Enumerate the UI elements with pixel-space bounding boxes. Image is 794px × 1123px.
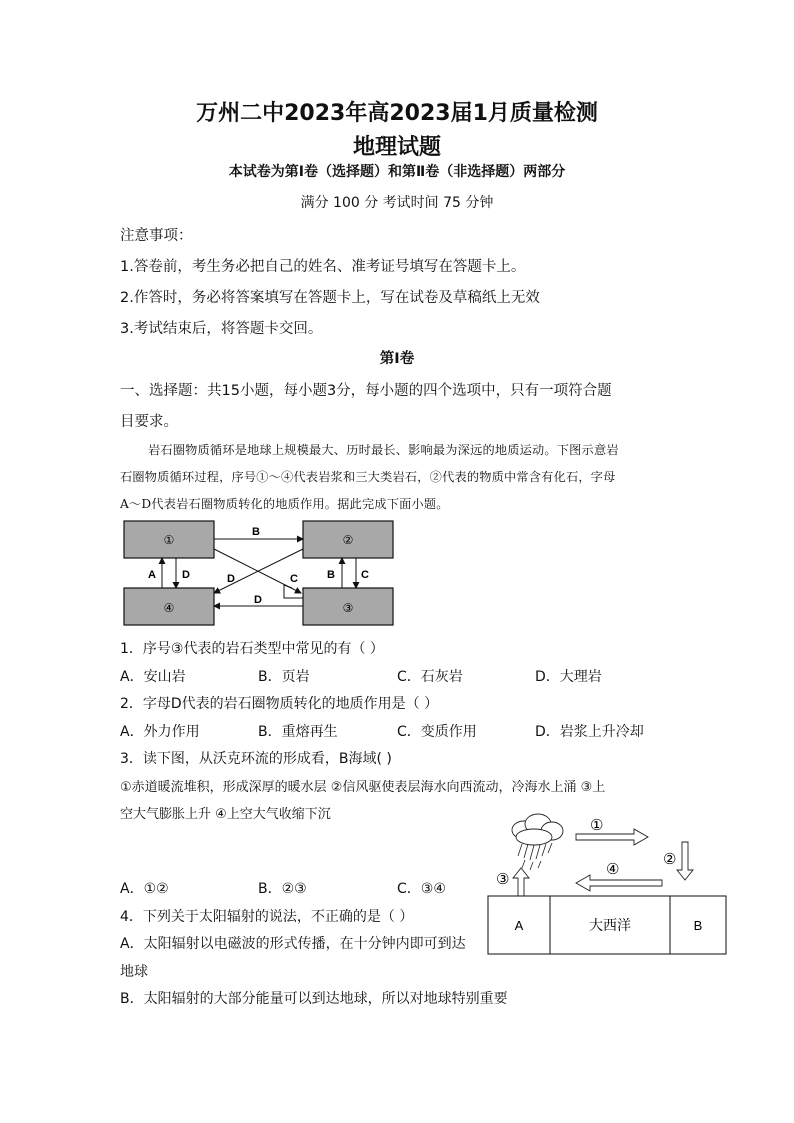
q3-option-c: C．③④ xyxy=(397,881,446,897)
walker-label-4: ④ xyxy=(606,861,620,878)
arrow-2-down xyxy=(677,842,693,880)
box-1-label: ① xyxy=(163,533,175,547)
q1-option-b: B．页岩 xyxy=(258,669,310,685)
walker-circulation-diagram xyxy=(486,812,728,958)
rock-cycle-diagram xyxy=(118,516,402,630)
label-b-top: B xyxy=(252,526,260,538)
question-4-stem: 4．下列关于太阳辐射的说法，不正确的是（ ） xyxy=(120,909,414,925)
q3-statements-line: ①赤道暖流堆积，形成深厚的暖水层 ②信风驱使表层海水向西流动，冷海水上涌 ③上 xyxy=(120,780,606,795)
question-3-stem: 3．读下图，从沃克环流的形成看，B海域( ) xyxy=(120,751,392,767)
section-label: 第Ⅰ卷 xyxy=(379,351,415,367)
q1-option-d: D．大理岩 xyxy=(535,669,602,685)
note-item: 3.考试结束后，将答题卡交回。 xyxy=(120,321,323,337)
box-2-label: ② xyxy=(342,533,354,547)
q1-option-c: C．石灰岩 xyxy=(397,669,463,685)
question-1-stem: 1．序号③代表的岩石类型中常见的有（ ） xyxy=(120,641,384,657)
label-d-cross: D xyxy=(227,573,235,585)
label-a-left: A xyxy=(148,569,156,581)
walker-label-2: ② xyxy=(663,851,677,868)
score-time: 满分 100 分 考试时间 75 分钟 xyxy=(300,195,494,211)
q2-option-b: B．重熔再生 xyxy=(258,724,338,740)
q3-option-a: A．①② xyxy=(120,881,169,897)
question-2-stem: 2．字母D代表的岩石圈物质转化的地质作用是（ ） xyxy=(120,696,439,712)
label-d-bottom: D xyxy=(254,594,262,606)
q2-option-a: A．外力作用 xyxy=(120,724,200,740)
cell-b: B xyxy=(693,918,703,933)
q3-statements-line: 空大气膨胀上升 ④上空大气收缩下沉 xyxy=(120,807,331,822)
rain-lines xyxy=(518,843,552,870)
q2-option-d: D．岩浆上升冷却 xyxy=(535,724,644,740)
label-d-left: D xyxy=(182,569,190,581)
exam-structure: 本试卷为第Ⅰ卷（选择题）和第Ⅱ卷（非选择题）两部分 xyxy=(228,164,566,180)
arrow-3-up xyxy=(513,868,529,896)
q3-option-b: B．②③ xyxy=(258,881,307,897)
section-heading: 一、选择题：共15小题，每小题3分，每小题的四个选项中，只有一项符合题 xyxy=(120,383,612,399)
note-item: 1.答卷前，考生务必把自己的姓名、准考证号填写在答题卡上。 xyxy=(120,259,526,275)
cloud-rain-icon xyxy=(512,814,563,845)
section-heading-cont: 目要求。 xyxy=(120,414,178,430)
q2-option-c: C．变质作用 xyxy=(397,724,477,740)
arrow-c-loop xyxy=(284,585,303,598)
walker-label-3: ③ xyxy=(496,871,510,888)
box-3-label: ③ xyxy=(342,601,354,615)
passage-line: A～D代表岩石圈物质转化的地质作用。据此完成下面小题。 xyxy=(120,497,449,511)
note-item: 2.作答时，务必将答案填写在答题卡上，写在试卷及草稿纸上无效 xyxy=(120,290,540,306)
passage-line: 岩石圈物质循环是地球上规模最大、历时最长、影响最为深远的地质运动。下图示意岩 xyxy=(148,443,619,457)
cell-a: A xyxy=(514,918,524,933)
label-b-right: B xyxy=(327,569,335,581)
cell-atlantic: 大西洋 xyxy=(589,917,631,933)
notes-heading: 注意事项： xyxy=(120,228,193,244)
q4-option-a: A．太阳辐射以电磁波的形式传播，在十分钟内即可到达 xyxy=(120,936,466,952)
arrow-1-right xyxy=(576,829,648,845)
label-c-cross: C xyxy=(290,573,298,585)
exam-title: 万州二中2023年高2023届1月质量检测 xyxy=(196,101,598,126)
q4-option-a-cont: 地球 xyxy=(120,964,148,980)
q4-option-b: B．太阳辐射的大部分能量可以到达地球，所以对地球特别重要 xyxy=(120,991,508,1007)
box-4-label: ④ xyxy=(163,601,175,615)
q1-option-a: A．安山岩 xyxy=(120,669,186,685)
walker-label-1: ① xyxy=(590,817,604,834)
exam-subject: 地理试题 xyxy=(352,135,441,160)
passage-line: 石圈物质循环过程，序号①～④代表岩浆和三大类岩石，②代表的物质中常含有化石，字母 xyxy=(120,470,616,484)
label-c-right: C xyxy=(361,569,369,581)
